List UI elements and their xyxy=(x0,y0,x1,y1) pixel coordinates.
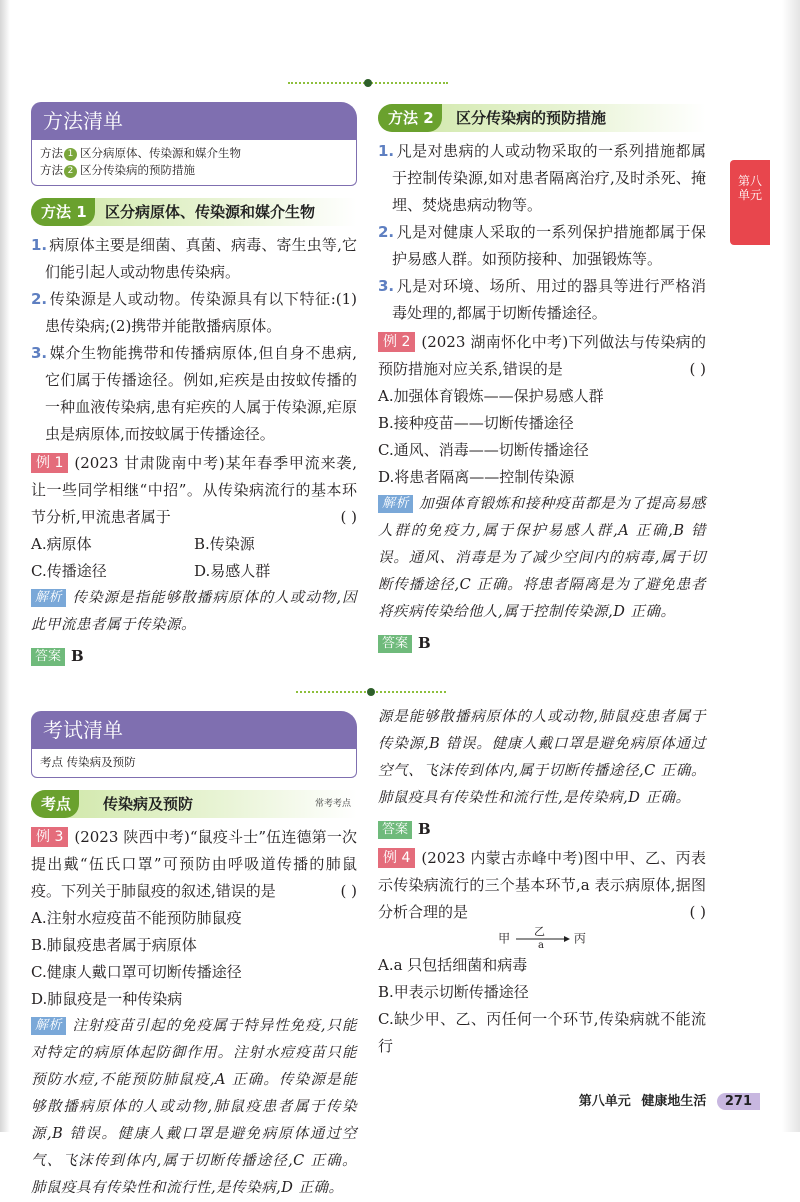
top-divider xyxy=(288,78,448,88)
method-list-header: 方法清单 xyxy=(31,102,357,140)
method1-point: 2. 传染源是人或动物。传染源具有以下特征:(1)患传染病;(2)携带并能散播病原体。 xyxy=(31,290,357,335)
method-list-item: 方法 1 区分病原体、传染源和媒介生物 xyxy=(40,146,241,160)
page-footer xyxy=(579,1090,760,1110)
option: C.缺少甲、乙、丙任何一个环节,传染病就不能流行 xyxy=(378,1010,706,1055)
example2-analysis: 解析 加强体育锻炼和接种疫苗都是为了提高易感人群的免疫力,属于保护易感人群,A 正确,B 错误。通风、消毒是为了减少空间内的病毒,属于切断传播途径,C 正确。将患者隔离是为了避免患者将疾病传染给他人,属于控制传染源,D 正确。 xyxy=(378,496,706,620)
option: A.注射水痘疫苗不能预防肺鼠疫 xyxy=(31,909,242,927)
analysis-tag: 解析 xyxy=(31,1017,66,1035)
answer-tag: 答案 xyxy=(378,635,412,653)
method1-point: 3. 媒介生物能携带和传播病原体,但自身不患病,它们属于传播途径。例如,疟疾是由按蚊传播的一种血液传染病,患有疟疾的人属于传染源,疟原虫是病原体,而按蚊属于传播途径。 xyxy=(31,344,357,443)
example3-answer: 答案 B xyxy=(378,816,706,843)
method1-bar xyxy=(31,198,357,226)
middle-divider xyxy=(296,687,446,697)
exam-list-box xyxy=(31,749,357,778)
example3-analysis-tail: 源是能够散播病原体的人或动物,肺鼠疫患者属于传染源,B 错误。健康人戴口罩是避免病原体通过空气、飞沫传到体内,属于切断传播途径,C 正确。肺鼠疫具有传染性和流行性,是传染病,D 正确。 xyxy=(378,709,706,806)
left-column-top xyxy=(31,102,357,670)
answer-tag: 答案 xyxy=(31,648,65,666)
method2-point: 2. 凡是对健康人采取的一系列保护措施都属于保护易感人群。如预防接种、加强锻炼等。 xyxy=(378,223,706,268)
example2-question: 例 2 (2023 湖南怀化中考)下列做法与传染病的预防措施对应关系,错误的是 ( ) xyxy=(378,333,706,378)
right-column-bottom xyxy=(378,704,706,1060)
option: D.将患者隔离——控制传染源 xyxy=(378,468,575,486)
option: B.肺鼠疫患者属于病原体 xyxy=(31,936,197,954)
exam-list-item: 考点 传染病及预防 xyxy=(40,755,136,769)
method2-point: 1. 凡是对患病的人或动物采取的一系列措施都属于控制传染源,如对患者隔离治疗,及时杀死、掩埋、焚烧患病动物等。 xyxy=(378,142,706,214)
method2-point: 3. 凡是对环境、场所、用过的器具等进行严格消毒处理的,都属于切断传播途径。 xyxy=(378,277,706,322)
method1-point: 1. 病原体主要是细菌、真菌、病毒、寄生虫等,它们能引起人或动物患传染病。 xyxy=(31,236,357,281)
method2-title: 区分传染病的预防措施 xyxy=(456,109,607,127)
example3-question: 例 3 (2023 陕西中考)“鼠疫斗士”伍连德第一次提出戴“伍氏口罩”可预防由呼吸道传播的肺鼠疫。下列关于肺鼠疫的叙述,错误的是 ( ) xyxy=(31,828,357,900)
diagram-label-a: a xyxy=(538,940,544,951)
kaodian-title: 传染病及预防 xyxy=(103,795,194,813)
diagram-label-yi: 乙 xyxy=(534,925,545,938)
diagram-node-jia: 甲 xyxy=(498,931,511,946)
example3-analysis xyxy=(31,1013,357,1196)
right-column-top xyxy=(378,104,706,657)
option: A.加强体育锻炼——保护易感人群 xyxy=(378,387,604,405)
example1-answer: 答案 B xyxy=(31,643,357,670)
unit-side-tab: 第八 单元 xyxy=(730,160,770,245)
footer-title: 健康地生活 xyxy=(641,1094,707,1109)
method-list-box xyxy=(31,140,357,186)
example2-answer: 答案 B xyxy=(378,630,706,657)
transmission-diagram xyxy=(378,925,706,951)
example1-analysis: 解析 传染源是指能够散播病原体的人或动物,因此甲流患者属于传染源。 xyxy=(31,590,357,633)
page-edge xyxy=(0,0,10,1132)
diagram-node-bing: 丙 xyxy=(573,931,586,946)
kaodian-tag: 考点 xyxy=(31,790,79,818)
example1-options-row xyxy=(31,531,357,558)
example3-analysis-continued xyxy=(378,704,706,812)
option: B.接种疫苗——切断传播途径 xyxy=(378,414,574,432)
method-list-item: 方法 2 区分传染病的预防措施 xyxy=(40,163,195,177)
option: B.甲表示切断传播途径 xyxy=(378,983,529,1001)
option: A.a 只包括细菌和病毒 xyxy=(378,956,528,974)
example1-question: 例 1 (2023 甘肃陇南中考)某年春季甲流来袭,让一些同学相继“中招”。从传染病流行的基本环节分析,甲流患者属于 ( ) xyxy=(31,454,357,526)
option: B.传染源 xyxy=(194,535,255,553)
page-number: 271 xyxy=(717,1093,760,1110)
option: D.肺鼠疫是一种传染病 xyxy=(31,990,183,1008)
option: A.病原体 xyxy=(31,535,92,553)
footer-unit: 第八单元 xyxy=(578,1094,631,1109)
option: D.易感人群 xyxy=(194,562,271,580)
exam-list-header: 考试清单 xyxy=(31,711,357,749)
analysis-tag: 解析 xyxy=(378,495,413,513)
page-shadow xyxy=(782,0,800,1132)
example1-tag: 例 1 xyxy=(31,453,68,473)
example3-tag: 例 3 xyxy=(31,827,68,847)
analysis-tag: 解析 xyxy=(31,589,66,607)
method1-tag: 方法 1 xyxy=(31,198,95,226)
example3-analysis-text: 注射疫苗引起的免疫属于特异性免疫,只能对特定的病原体起防御作用。注射水痘疫苗只能预防水痘,不能预防肺鼠疫,A 正确。传染源是能够散播病原体的人或动物,肺鼠疫患者属于传染源,B 错误。健康人戴口罩是避免病原体通过空气、飞沫传到体内,属于切断传播途径,C 正确。肺鼠疫具有传染性和流行性,是传染病,D 正确。 xyxy=(31,1018,357,1196)
left-column-bottom xyxy=(31,711,357,1196)
kaodian-note: 常考考点 xyxy=(314,799,351,809)
example1-options-row xyxy=(31,558,357,585)
method1-title: 区分病原体、传染源和媒介生物 xyxy=(105,203,316,221)
option: C.通风、消毒——切断传播途径 xyxy=(378,441,589,459)
example4-question: 例 4 (2023 内蒙古赤峰中考)图中甲、乙、丙表示传染病流行的三个基本环节,a 表示病原体,据图分析合理的是 ( ) xyxy=(378,849,706,921)
option: C.传播途径 xyxy=(31,562,107,580)
example2-tag: 例 2 xyxy=(378,332,415,352)
method2-tag: 方法 2 xyxy=(378,104,442,132)
method2-bar xyxy=(378,104,706,132)
option: C.健康人戴口罩可切断传播途径 xyxy=(31,963,242,981)
answer-tag: 答案 xyxy=(378,821,412,839)
example4-tag: 例 4 xyxy=(378,848,415,868)
kaodian-bar xyxy=(31,790,357,818)
